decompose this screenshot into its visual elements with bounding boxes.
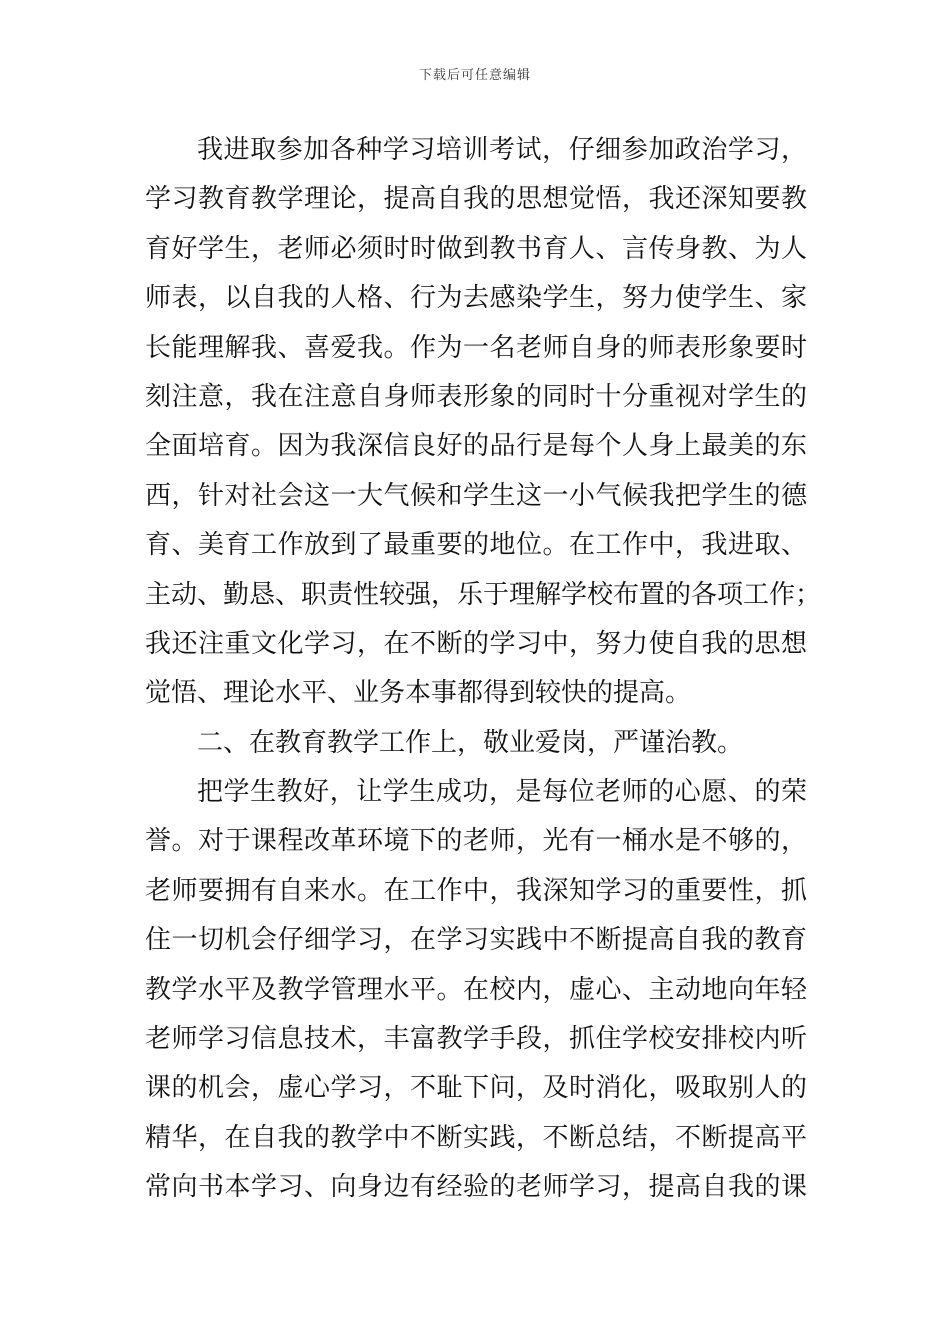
text-line: 刻注意，我在注意自身师表形象的同时十分重视对学生的 <box>145 381 807 412</box>
text-line: 住一切机会仔细学习，在学习实践中不断提高自我的教育 <box>145 925 807 956</box>
document-body <box>145 126 822 1213</box>
text-line: 长能理解我、喜爱我。作为一名老师自身的师表形象要时 <box>145 332 807 363</box>
text-line: 西，针对社会这一大气候和学生这一小气候我把学生的德 <box>145 480 807 511</box>
text-line: 誉。对于课程改革环境下的老师，光有一桶水是不够的， <box>145 826 807 857</box>
page-header: 下载后可任意编辑 <box>418 68 531 83</box>
text-line: 把学生教好，让学生成功，是每位老师的心愿、的荣 <box>197 777 807 808</box>
text-line: 全面培育。因为我深信良好的品行是每个人身上最美的东 <box>145 431 807 462</box>
text-line: 教学水平及教学管理水平。在校内，虚心、主动地向年轻 <box>145 974 807 1005</box>
text-line: 课的机会，虚心学习，不耻下问，及时消化，吸取别人的 <box>145 1073 807 1104</box>
section-heading: 二、在教育教学工作上，敬业爱岗，严谨治教。 <box>197 727 744 758</box>
text-line: 师表，以自我的人格、行为去感染学生，努力使学生、家 <box>145 283 807 314</box>
text-line: 常向书本学习、向身边有经验的老师学习，提高自我的课 <box>145 1172 807 1203</box>
text-line: 育、美育工作放到了最重要的地位。在工作中，我进取、 <box>145 530 807 561</box>
text-line: 觉悟、理论水平、业务本事都得到较快的提高。 <box>145 678 692 709</box>
text-line: 老师学习信息技术，丰富教学手段，抓住学校安排校内听 <box>145 1024 807 1055</box>
text-line: 育好学生，老师必须时时做到教书育人、言传身教、为人 <box>145 233 807 264</box>
text-line: 我还注重文化学习，在不断的学习中，努力使自我的思想 <box>145 628 807 659</box>
text-line: 老师要拥有自来水。在工作中，我深知学习的重要性，抓 <box>145 875 807 906</box>
text-line: 主动、勤恳、职责性较强，乐于理解学校布置的各项工作； <box>145 579 822 610</box>
text-line: 学习教育教学理论，提高自我的思想觉悟，我还深知要教 <box>145 184 807 215</box>
text-line: 精华，在自我的教学中不断实践，不断总结，不断提高平 <box>145 1122 807 1153</box>
text-line: 我进取参加各种学习培训考试，仔细参加政治学习， <box>197 135 807 165</box>
